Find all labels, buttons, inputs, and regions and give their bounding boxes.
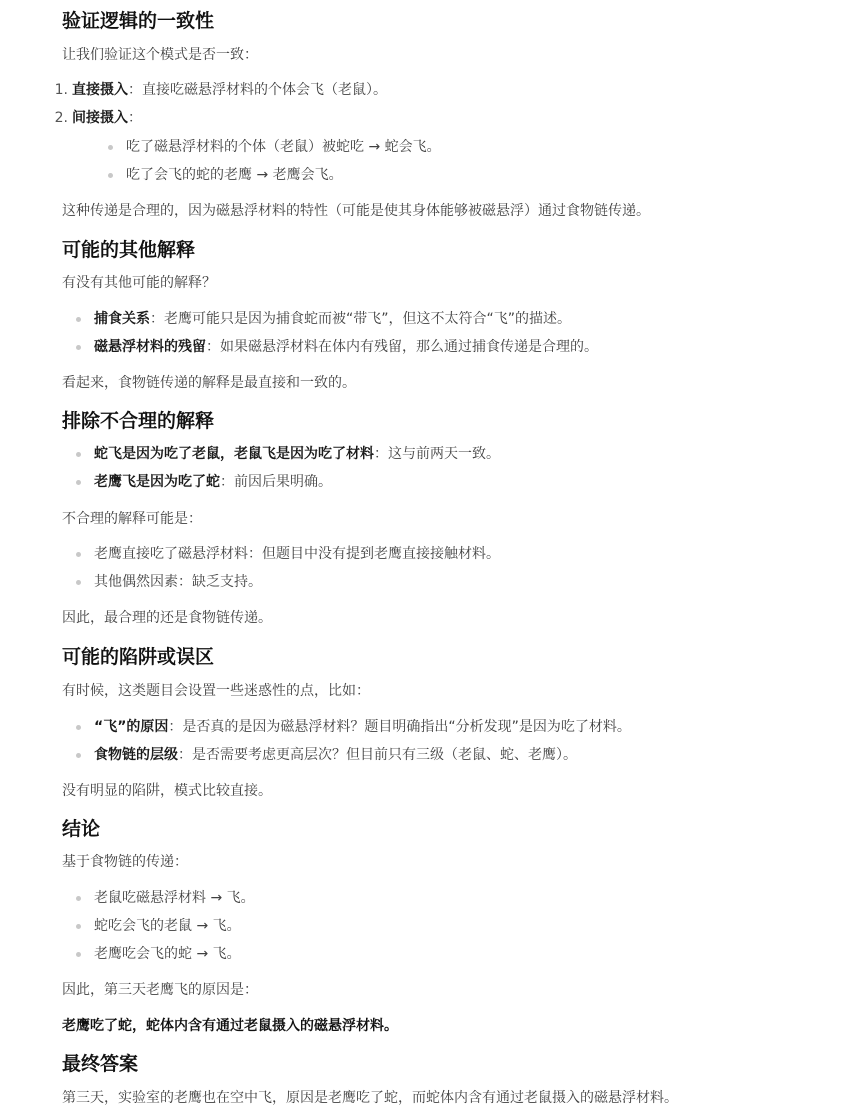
ordered-list-item bbox=[38, 80, 387, 100]
bullet-marker bbox=[76, 952, 81, 957]
bullet-marker bbox=[76, 924, 81, 929]
paragraph: 有时候，这类题目会设置一些迷惑性的点，比如： bbox=[62, 683, 370, 699]
list-item-text: ：这与前两天一致。 bbox=[374, 446, 500, 462]
bullet-marker bbox=[76, 753, 81, 758]
list-number: 1. bbox=[54, 82, 68, 98]
list-item bbox=[94, 337, 598, 357]
paragraph: 不合理的解释可能是： bbox=[62, 511, 202, 527]
paragraph: 因此，最合理的还是食物链传递。 bbox=[62, 610, 272, 626]
list-number: 2. bbox=[54, 110, 68, 126]
bullet-marker bbox=[108, 173, 113, 178]
section-heading-conclusion: 结论 bbox=[62, 818, 101, 840]
paragraph: 让我们验证这个模式是否一致： bbox=[62, 47, 258, 63]
list-item-label: 磁悬浮材料的残留 bbox=[94, 339, 206, 355]
paragraph: 这种传递是合理的，因为磁悬浮材料的特性（可能是使其身体能够被磁悬浮）通过食物链传递。 bbox=[62, 203, 650, 219]
list-item-label: 捕食关系 bbox=[94, 311, 150, 327]
paragraph: 看起来，食物链传递的解释是最直接和一致的。 bbox=[62, 375, 356, 391]
bullet-marker bbox=[108, 145, 113, 150]
paragraph: 因此，第三天老鹰飞的原因是： bbox=[62, 982, 258, 998]
bullet-marker bbox=[76, 452, 81, 457]
list-item bbox=[94, 472, 332, 492]
list-item bbox=[94, 745, 577, 765]
list-item-text: ：前因后果明确。 bbox=[220, 474, 332, 490]
paragraph: 基于食物链的传递： bbox=[62, 854, 188, 870]
list-item-text: ：直接吃磁悬浮材料的个体会飞（老鼠）。 bbox=[128, 82, 387, 98]
list-item-text: ： bbox=[128, 110, 142, 126]
bullet-marker bbox=[76, 896, 81, 901]
list-item-label: 蛇飞是因为吃了老鼠，老鼠飞是因为吃了材料 bbox=[94, 446, 374, 462]
list-item-text: ：是否需要考虑更高层次？但目前只有三级（老鼠、蛇、老鹰）。 bbox=[178, 747, 577, 763]
bullet-marker bbox=[76, 317, 81, 322]
list-item-text: ：如果磁悬浮材料在体内有残留，那么通过捕食传递是合理的。 bbox=[206, 339, 598, 355]
section-heading-other-explanations: 可能的其他解释 bbox=[62, 239, 196, 261]
nested-list-item: 吃了会飞的蛇的老鹰 → 老鹰会飞。 bbox=[126, 167, 343, 183]
list-item: 其他偶然因素：缺乏支持。 bbox=[94, 574, 262, 590]
list-item-label: “飞”的原因 bbox=[94, 719, 169, 735]
list-item: 老鼠吃磁悬浮材料 → 飞。 bbox=[94, 890, 255, 906]
list-item bbox=[94, 717, 631, 737]
section-heading-final-answer: 最终答案 bbox=[62, 1053, 139, 1075]
list-item-label: 老鹰飞是因为吃了蛇 bbox=[94, 474, 220, 490]
bullet-marker bbox=[76, 580, 81, 585]
bullet-marker bbox=[76, 552, 81, 557]
list-item-label: 食物链的层级 bbox=[94, 747, 178, 763]
section-heading-exclude-unreasonable: 排除不合理的解释 bbox=[62, 410, 215, 432]
list-item bbox=[94, 444, 500, 464]
paragraph: 没有明显的陷阱，模式比较直接。 bbox=[62, 783, 272, 799]
ordered-list-item bbox=[38, 108, 142, 128]
section-heading-consistency: 验证逻辑的一致性 bbox=[62, 10, 215, 32]
bold-statement: 老鹰吃了蛇，蛇体内含有通过老鼠摄入的磁悬浮材料。 bbox=[62, 1018, 398, 1034]
list-item bbox=[94, 309, 571, 329]
list-item-text: ：老鹰可能只是因为捕食蛇而被“带飞”，但这不太符合“飞”的描述。 bbox=[150, 311, 572, 327]
section-heading-pitfalls: 可能的陷阱或误区 bbox=[62, 646, 215, 668]
paragraph: 有没有其他可能的解释？ bbox=[62, 275, 216, 291]
bullet-marker bbox=[76, 345, 81, 350]
list-item: 蛇吃会飞的老鼠 → 飞。 bbox=[94, 918, 241, 934]
list-item-text: ：是否真的是因为磁悬浮材料？题目明确指出“分析发现”是因为吃了材料。 bbox=[168, 719, 631, 735]
final-answer-text: 第三天，实验室的老鹰也在空中飞，原因是老鹰吃了蛇，而蛇体内含有通过老鼠摄入的磁悬浮材料。 bbox=[62, 1090, 678, 1106]
nested-list-item: 吃了磁悬浮材料的个体（老鼠）被蛇吃 → 蛇会飞。 bbox=[126, 139, 441, 155]
list-item: 老鹰吃会飞的蛇 → 飞。 bbox=[94, 946, 241, 962]
list-item: 老鹰直接吃了磁悬浮材料：但题目中没有提到老鹰直接接触材料。 bbox=[94, 546, 500, 562]
bullet-marker bbox=[76, 725, 81, 730]
bullet-marker bbox=[76, 480, 81, 485]
list-item-label: 间接摄入 bbox=[72, 110, 128, 126]
list-item-label: 直接摄入 bbox=[72, 82, 128, 98]
